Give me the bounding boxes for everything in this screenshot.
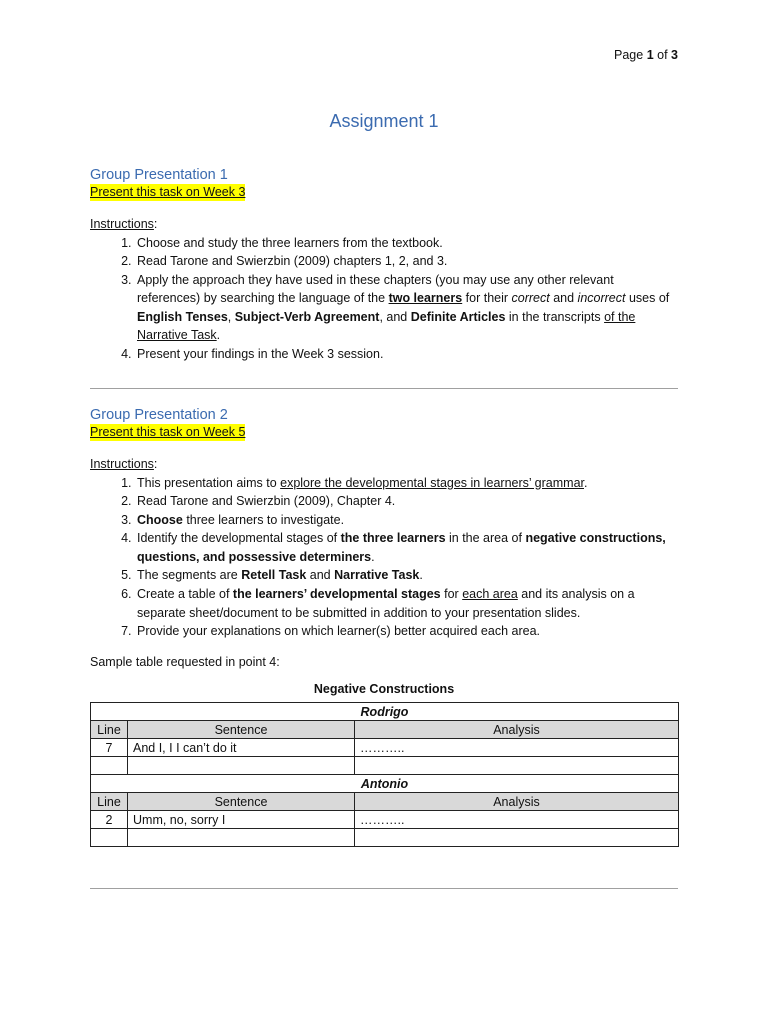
table-row xyxy=(91,811,679,829)
page-prefix: Page xyxy=(614,48,644,62)
list-item: 2. Read Tarone and Swierzbin (2009) chapters 1, 2, and 3. xyxy=(135,252,680,271)
learner-name-row xyxy=(91,775,679,793)
item-text: each area xyxy=(462,587,518,602)
item-text: , and xyxy=(379,309,411,324)
item-text: Narrative Task xyxy=(334,568,420,583)
column-header: Analysis xyxy=(355,793,679,811)
item-text: Identify the developmental stages of xyxy=(137,531,341,546)
analysis-cell: ……….. xyxy=(355,739,679,757)
item-text: in the transcripts xyxy=(505,309,605,324)
negative-constructions-table xyxy=(90,702,679,847)
item-text: three learners to investigate. xyxy=(182,512,345,527)
line-cell xyxy=(91,829,128,847)
column-header: Sentence xyxy=(128,721,355,739)
table-row xyxy=(91,829,679,847)
item-text: the learners’ developmental stages xyxy=(232,587,441,602)
highlighted-deadline: Present this task on Week 5 xyxy=(90,425,246,439)
line-cell xyxy=(91,757,128,775)
column-header: Analysis xyxy=(355,721,679,739)
instructions-label-text: Instructions xyxy=(90,457,154,471)
page-total: 3 xyxy=(671,48,678,62)
section-heading: Group Presentation 1 xyxy=(90,167,228,183)
item-text: for xyxy=(440,587,463,602)
item-text: . xyxy=(584,475,588,490)
page-number xyxy=(614,48,678,62)
line-cell: 7 xyxy=(91,739,128,757)
list-item xyxy=(135,566,680,585)
item-text: Create a table of xyxy=(137,587,233,602)
instructions-list xyxy=(90,234,680,364)
instructions-label xyxy=(90,455,680,474)
learner-name: Rodrigo xyxy=(91,703,679,721)
item-text: English Tenses xyxy=(137,309,228,324)
list-item xyxy=(135,529,680,566)
list-item xyxy=(135,585,680,622)
item-text: Definite Articles xyxy=(410,309,506,324)
page-current: 1 xyxy=(646,48,654,62)
instructions-label xyxy=(90,215,680,234)
item-text: uses of xyxy=(625,291,670,306)
column-header: Line xyxy=(91,793,128,811)
list-item: 7. Provide your explanations on which learner(s) better acquired each area. xyxy=(135,622,680,641)
item-text: Choose xyxy=(137,512,183,527)
item-text: and xyxy=(549,291,578,306)
list-item xyxy=(135,511,680,530)
item-text: . xyxy=(419,568,423,583)
column-header: Line xyxy=(91,721,128,739)
column-header-row xyxy=(91,793,679,811)
sentence-cell xyxy=(128,829,355,847)
analysis-cell xyxy=(355,829,679,847)
instructions-label-colon: : xyxy=(153,457,158,471)
list-item: 1. Choose and study the three learners from the textbook. xyxy=(135,234,680,253)
analysis-cell xyxy=(355,757,679,775)
table-title: Negative Constructions xyxy=(313,682,455,696)
page-sep: of xyxy=(657,48,668,62)
list-item: 2. Read Tarone and Swierzbin (2009), Chapter 4. xyxy=(135,492,680,511)
table-row xyxy=(91,739,679,757)
sentence-cell: And I, I I can’t do it xyxy=(128,739,355,757)
list-item xyxy=(135,271,680,345)
item-text: Subject-Verb Agreement xyxy=(234,309,380,324)
sentence-cell xyxy=(128,757,355,775)
line-cell: 2 xyxy=(91,811,128,829)
instructions-label-colon: : xyxy=(153,217,158,231)
item-text: negative constructions, questions, and possessive determiners xyxy=(137,531,666,564)
item-text: The segments are xyxy=(137,568,242,583)
item-text: . xyxy=(216,328,221,343)
list-item xyxy=(135,474,680,493)
item-text: the three learners xyxy=(340,531,446,546)
item-text: for their xyxy=(462,291,512,306)
item-text: in the area of xyxy=(445,531,526,546)
learner-name: Antonio xyxy=(91,775,679,793)
group-presentation-2 xyxy=(90,406,680,641)
highlighted-deadline: Present this task on Week 3 xyxy=(90,185,246,199)
instructions-label-text: Instructions xyxy=(90,217,154,231)
item-text: of the Narrative Task xyxy=(137,309,636,343)
document-title: Assignment 1 xyxy=(329,111,439,131)
item-text: explore the developmental stages in learners’ grammar xyxy=(280,475,584,490)
item-text: , xyxy=(227,309,235,324)
item-text: Retell Task xyxy=(241,568,307,583)
item-text: correct xyxy=(511,291,550,306)
section-heading: Group Presentation 2 xyxy=(90,407,228,423)
instructions-list xyxy=(90,474,680,641)
analysis-cell: ……….. xyxy=(355,811,679,829)
learner-name-row xyxy=(91,703,679,721)
item-text: incorrect xyxy=(577,291,626,306)
list-item: 4. Present your findings in the Week 3 session. xyxy=(135,345,680,364)
item-text: two learners xyxy=(388,291,463,306)
divider xyxy=(90,888,678,889)
item-text: and xyxy=(306,568,335,583)
item-text: . xyxy=(371,549,375,564)
column-header-row xyxy=(91,721,679,739)
divider xyxy=(90,388,678,389)
group-presentation-1 xyxy=(90,166,680,364)
item-text: Apply the approach they have used in these chapters (you may use any other relevant references) by searching the language of the xyxy=(137,272,614,306)
sentence-cell: Umm, no, sorry I xyxy=(128,811,355,829)
column-header: Sentence xyxy=(128,793,355,811)
table-row xyxy=(91,757,679,775)
sample-table-caption: Sample table requested in point 4: xyxy=(90,655,280,669)
item-text: and its analysis on a separate sheet/document to be submitted in addition to your presentation slides. xyxy=(137,587,635,620)
item-text: This presentation aims to xyxy=(137,475,281,490)
